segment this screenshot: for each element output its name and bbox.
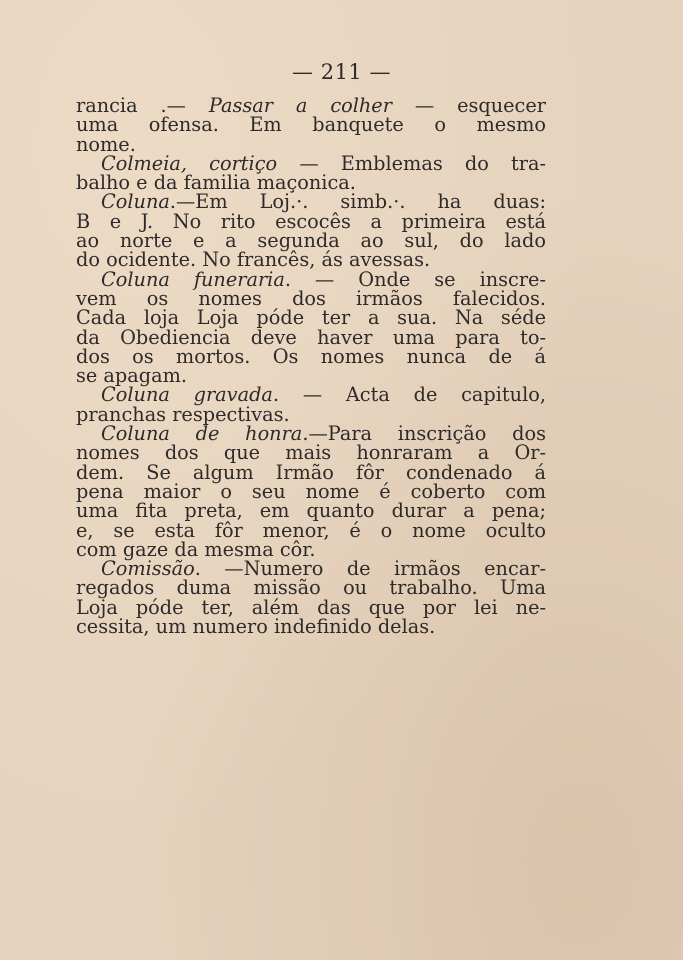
text-segment: B e J. No rito escocês a primeira está — [76, 209, 546, 233]
text-segment: — esquecer — [391, 94, 546, 117]
text-segment: pena maior o seu nome é coberto com — [76, 479, 546, 503]
text-segment: . — Onde se inscre- — [284, 267, 546, 291]
text-segment: regados duma missão ou trabalho. Uma — [76, 576, 546, 600]
text-segment: da Obediencia deve haver uma para to- — [76, 325, 546, 349]
text-segment: rancia .— — [76, 94, 209, 117]
text-segment: Loja póde ter, além das que por lei ne- — [76, 595, 546, 619]
text-segment: . — Acta de capitulo, — [272, 383, 546, 407]
text-segment: dos os mortos. Os nomes nunca de á — [76, 344, 546, 368]
text-segment: Cada loja Loja póde ter a sua. Na séde — [76, 306, 546, 330]
text-segment: com gaze da mesma côr. — [76, 537, 316, 561]
text-segment: dem. Se algum Irmão fôr condenado á — [76, 460, 546, 484]
dictionary-text — [76, 94, 546, 639]
entry-term: Colmeia, cortiço — [101, 151, 278, 175]
text-segment: . —Numero de irmãos encar- — [194, 557, 546, 581]
entry-term: Comissão — [101, 557, 195, 581]
text-segment: do ocidente. No francês, ás avessas. — [76, 248, 431, 272]
text-segment: vem os nomes dos irmãos falecidos. — [76, 286, 546, 310]
text-segment: ao norte e a segunda ao sul, do lado — [76, 229, 546, 253]
text-segment: .—Para inscrição dos — [302, 422, 546, 446]
entry-term: Coluna — [101, 190, 170, 214]
text-segment: — Emblemas do tra- — [277, 151, 546, 175]
text-segment: balho e da familia maçonica. — [76, 171, 356, 195]
page-number: — 211 — — [292, 60, 391, 84]
text-line — [76, 615, 546, 639]
entry-term: Coluna de honra — [101, 422, 303, 446]
text-segment: nomes dos que mais honraram a Or- — [76, 441, 546, 465]
text-segment: uma fita preta, em quanto durar a pena; — [76, 499, 546, 523]
entry-term: Coluna gravada — [101, 383, 273, 407]
text-segment: nome. — [76, 132, 136, 156]
entry-term: Passar a colher — [208, 94, 392, 117]
text-segment: uma ofensa. Em banquete o mesmo — [76, 113, 546, 137]
text-segment: cessita, um numero indefinido delas. — [76, 615, 436, 639]
text-line — [76, 113, 546, 137]
text-segment: pranchas respectivas. — [76, 402, 290, 426]
text-segment: se apagam. — [76, 364, 188, 388]
entry-term: Coluna funeraria — [101, 267, 285, 291]
text-segment: .—Em Loj.·. simb.·. ha duas: — [169, 190, 546, 214]
text-segment: e, se esta fôr menor, é o nome oculto — [76, 518, 546, 542]
